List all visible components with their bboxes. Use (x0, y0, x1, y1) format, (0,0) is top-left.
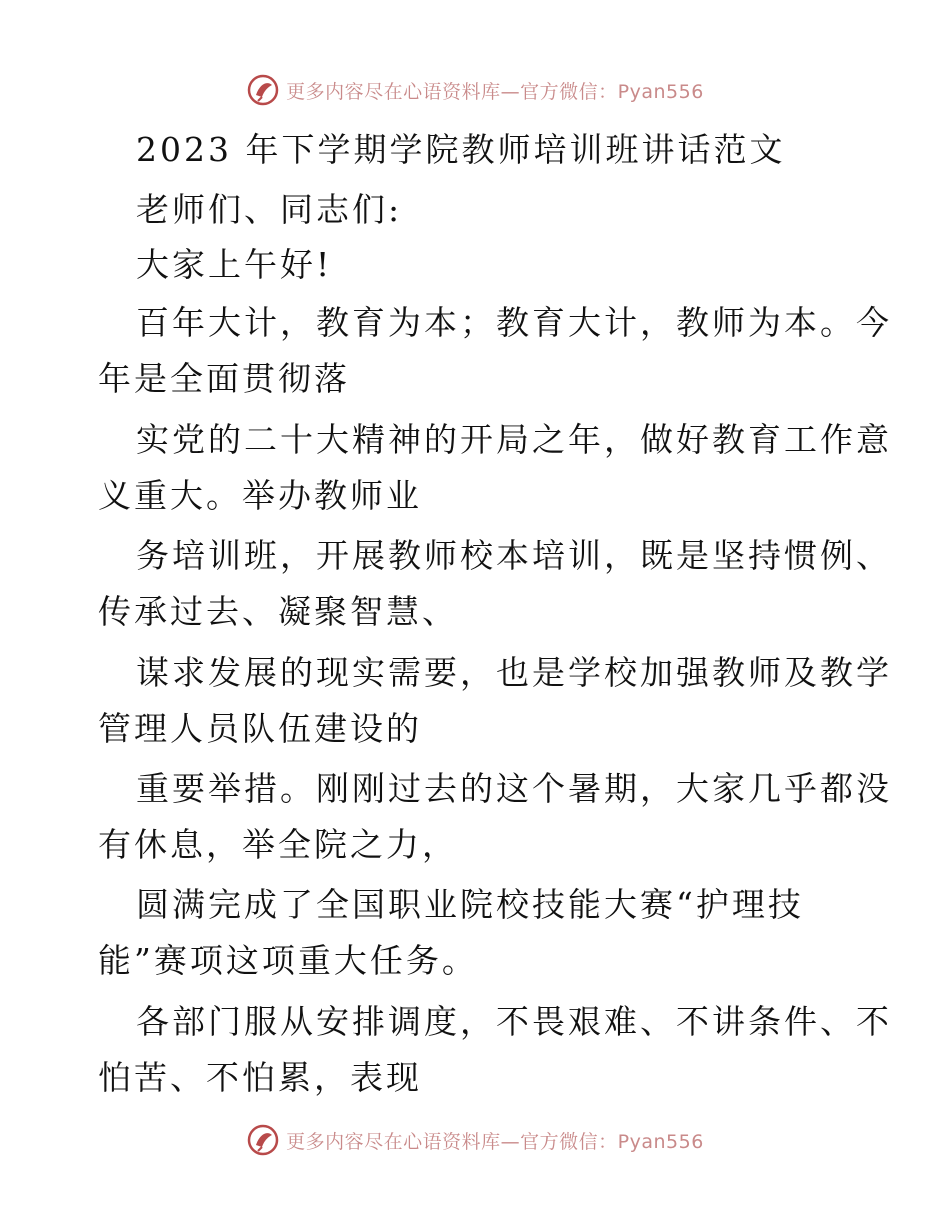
footer-banner (0, 1120, 950, 1160)
brand-logo-icon (246, 1123, 280, 1157)
paragraph-line: 务培训班，开展教师校本培训，既是坚持惯例、 (136, 536, 892, 575)
paragraph-line: 各部门服从安排调度，不畏艰难、不讲条件、不 (136, 1002, 892, 1041)
paragraph-line: 百年大计，教育为本；教育大计，教师为本。今 (136, 303, 892, 342)
paragraph-line: 怕苦、不怕累，表现 (98, 1058, 422, 1097)
document-title: 2023 年下学期学院教师培训班讲话范文 (136, 130, 786, 169)
paragraph-line: 义重大。举办教师业 (98, 476, 422, 515)
header-banner-text: 更多内容尽在心语资料库—官方微信：Pyan556 (286, 80, 704, 103)
paragraph-line: 年是全面贯彻落 (98, 359, 350, 398)
paragraph-line: 传承过去、凝聚智慧、 (98, 592, 458, 631)
paragraph-line: 管理人员队伍建设的 (98, 709, 422, 748)
paragraph-line: 谋求发展的现实需要，也是学校加强教师及教学 (136, 653, 892, 692)
salutation: 老师们、同志们: (136, 190, 403, 229)
paragraph-line: 有休息，举全院之力， (98, 825, 458, 864)
paragraph-line: 重要举措。刚刚过去的这个暑期，大家几乎都没 (136, 769, 892, 808)
paragraph-line: 能”赛项这项重大任务。 (98, 941, 478, 980)
paragraph-line: 圆满完成了全国职业院校技能大赛“护理技 (136, 885, 804, 924)
greeting: 大家上午好! (136, 245, 333, 284)
footer-banner-text: 更多内容尽在心语资料库—官方微信：Pyan556 (286, 1130, 704, 1153)
paragraph-line: 实党的二十大精神的开局之年，做好教育工作意 (136, 420, 892, 459)
